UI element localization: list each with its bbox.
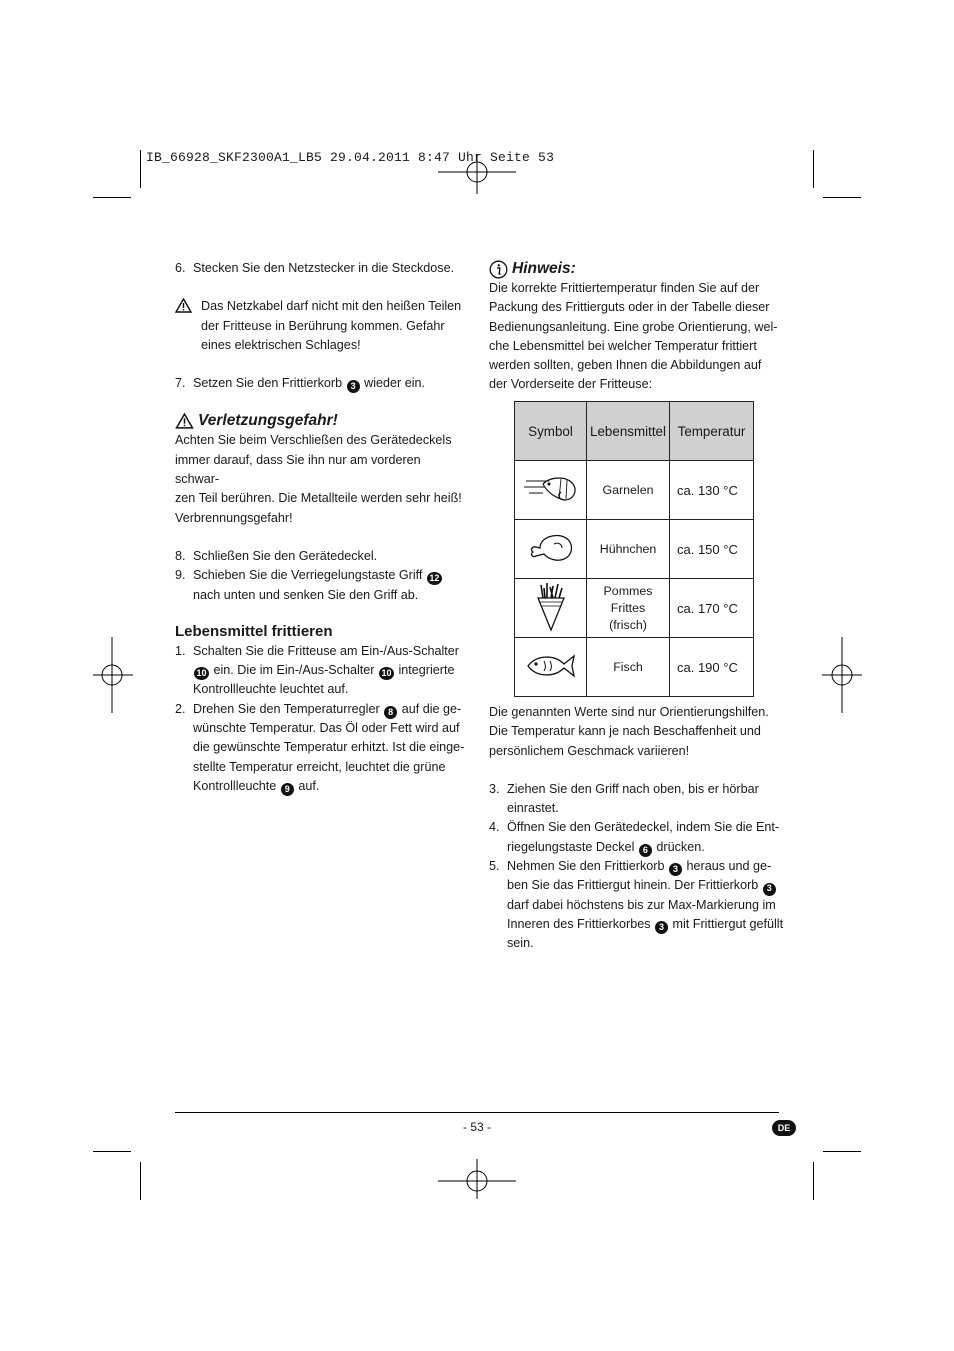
table-header: Temperatur [670,402,754,461]
step-8: 8. Schließen Sie den Gerätedeckel. [175,548,378,563]
shrimp-icon [515,461,587,520]
note-text: Die korrekte Frittiertemperatur finden Sie auf der Packung des Frittierguts oder in der Tabelle dieser Bedienungsanleitung. Eine grobe Orientierung, wel- che Lebensmittel bei welcher Temperatur frittiert werden sollten, geben Ihnen die Abbildungen auf der Vorderseite der Fritteuse: [489,281,778,392]
right-column-lower [489,703,784,954]
footer-rule [175,1112,779,1113]
temperature-table [514,401,754,697]
print-slug: IB_66928_SKF2300A1_LB5 29.04.2011 8:47 Uhr Seite 53 [146,150,555,165]
registration-mark-left [93,637,133,713]
table-header: Symbol [515,402,587,461]
part-number-badge: 9 [281,783,294,796]
step-9: 9. Schieben Sie die Verriegelungstaste Griff 12 nach unten und senken Sie den Griff ab. [175,566,467,605]
temperature-value: ca. 150 °C [670,520,754,579]
injury-warning-text: Achten Sie beim Verschließen des Gerätedeckels immer darauf, dass Sie ihn nur am vorderen schwar- zen Teil berühren. Die Metallteile werden sehr heiß! Verbrennungsgefahr! [175,433,462,525]
food-name: Pommes Frittes (frisch) [587,579,670,638]
part-number-badge: 3 [763,883,776,896]
registration-mark-right [822,637,862,713]
part-number-badge: 12 [427,572,442,585]
registration-mark-bottom [438,1159,516,1201]
table-row [515,520,754,579]
language-badge: DE [772,1120,796,1136]
note-heading: Hinweis: [489,259,784,279]
table-row [515,638,754,697]
step-5: 5. Nehmen Sie den Frittierkorb 3 heraus und ge- ben Sie das Frittiergut hinein. Der Frittierkorb 3 darf dabei höchstens bis zur Max-Markierung im Inneren des Frittierkorbes 3 mit Frittiergut gefüllt sein. [489,859,784,951]
injury-warning-heading: Verletzungsgefahr! [175,411,467,431]
chicken-leg-icon [515,520,587,579]
food-name: Hühnchen [587,520,670,579]
part-number-badge: 6 [639,844,652,857]
step-3: 3. Ziehen Sie den Griff nach oben, bis er hörbar einrastet. [489,781,759,816]
table-row [515,579,754,638]
part-number-badge: 10 [379,667,394,680]
temperature-value: ca. 130 °C [670,461,754,520]
step-6: 6. Stecken Sie den Netzstecker in die Steckdose. [175,261,455,275]
table-footnote: Die genannten Werte sind nur Orientierungshilfen. Die Temperatur kann je nach Beschaffenheit und persönlichem Geschmack variieren! [489,705,769,758]
part-number-badge: 3 [347,380,360,393]
table-header-row [515,402,754,461]
part-number-badge: 3 [655,921,668,934]
warning-icon [175,297,201,355]
right-column [489,259,784,395]
food-name: Garnelen [587,461,670,520]
fry-step-1: 1. Schalten Sie die Fritteuse am Ein-/Aus-Schalter 10 ein. Die im Ein-/Aus-Schalter 10 integrierte Kontrollleuchte leuchtet auf. [175,643,459,697]
table-header: Lebensmittel [587,402,670,461]
fries-icon [515,579,587,638]
part-number-badge: 3 [669,863,682,876]
warning-power-cord: Das Netzkabel darf nicht mit den heißen Teilen der Fritteuse in Berührung kommen. Gefahr eines elektrischen Schlages! [175,297,467,355]
part-number-badge: 10 [194,667,209,680]
warning-icon [175,413,194,429]
section-heading-frying: Lebensmittel frittieren [175,622,333,640]
page-number: - 53 - [462,1120,491,1134]
part-number-badge: 8 [384,706,397,719]
food-name: Fisch [587,638,670,697]
temperature-value: ca. 170 °C [670,579,754,638]
left-column [175,259,467,796]
fish-icon [515,638,587,697]
step-7: 7. Setzen Sie den Frittierkorb 3 wieder ein. [175,374,467,393]
fry-step-2: 2. Drehen Sie den Temperaturregler 8 auf die ge- wünschte Temperatur. Das Öl oder Fett wird auf die gewünschte Temperatur erhitzt. Ist die einge- stellte Temperatur erreicht, leuchtet die grüne Kontrollleuchte 9 auf. [175,700,467,796]
table-row [515,461,754,520]
temperature-value: ca. 190 °C [670,638,754,697]
info-icon [489,260,508,279]
step-4: 4. Öffnen Sie den Gerätedeckel, indem Sie die Ent- riegelungstaste Deckel 6 drücken. [489,818,784,857]
